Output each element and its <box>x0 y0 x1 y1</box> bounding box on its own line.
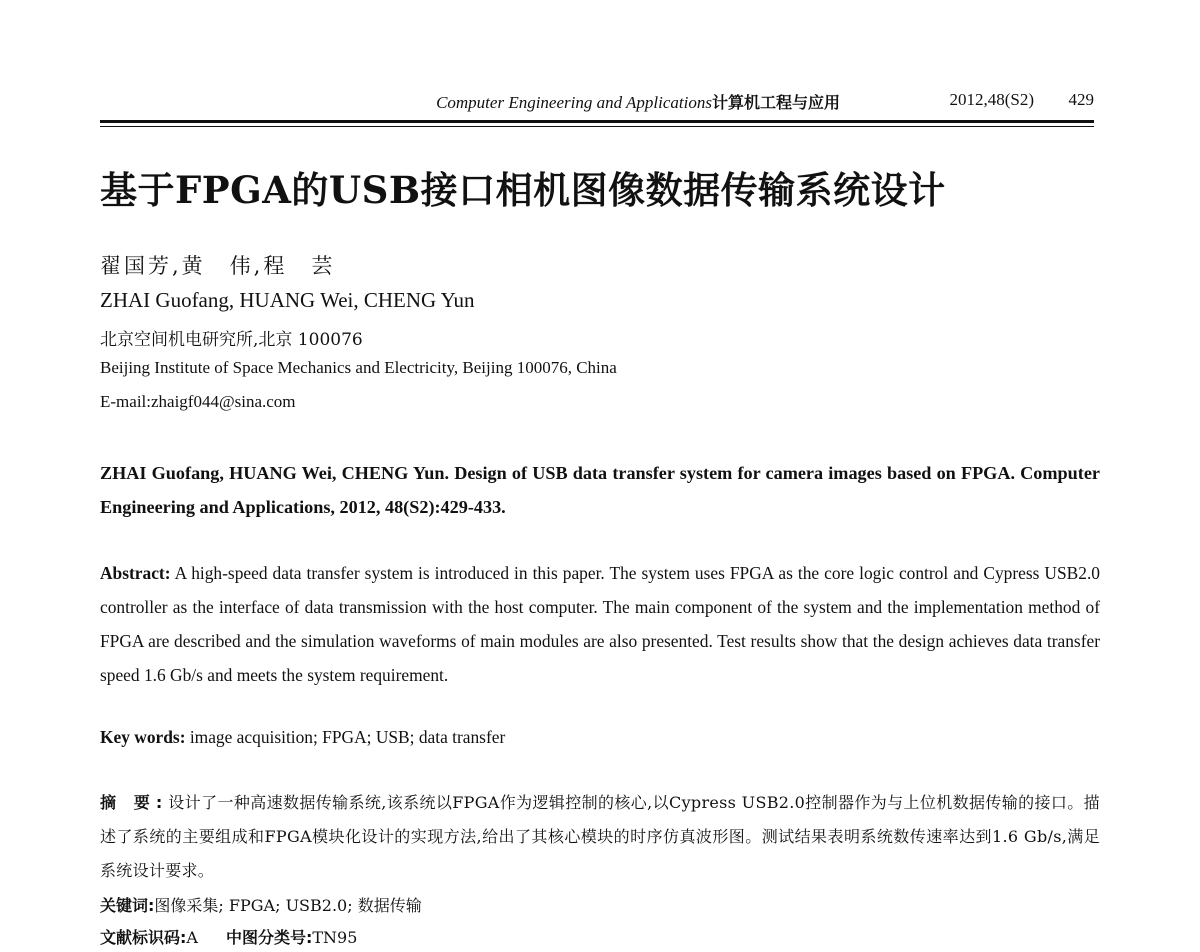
doc-code-label: 文献标识码: <box>100 928 187 947</box>
authors-en: ZHAI Guofang, HUANG Wei, CHENG Yun <box>100 288 475 312</box>
paper-title: 基于FPGA的USB接口相机图像数据传输系统设计 <box>100 168 946 212</box>
authors-cn: 翟国芳,黄 伟,程 芸 <box>100 254 336 278</box>
class-number-value: TN95 <box>312 928 358 947</box>
journal-name-cn: 计算机工程与应用 <box>711 93 840 112</box>
affiliation-en: Beijing Institute of Space Mechanics and Electricity, Beijing 100076, China <box>100 358 617 377</box>
abstract-cn-label: 摘 要: <box>100 793 169 812</box>
keywords-cn-text: 图像采集; FPGA; USB2.0; 数据传输 <box>154 896 422 915</box>
journal-name-en: Computer Engineering and Applications <box>436 93 712 112</box>
abstract-label: Abstract: <box>100 563 171 583</box>
affiliation-cn: 北京空间机电研究所,北京 100076 <box>100 330 363 350</box>
abstract-text: A high-speed data transfer system is introduced in this paper. The system uses FPGA as the core logic control and Cypress USB2.0 controller as the interface of data transmission with the host computer. The main component of the system and the implementation method of FPGA are described and the simulation waveforms of main modules are also presented. Test results show that the design achieves data transfer speed 1.6 Gb/s and meets the system requirement. <box>100 563 1100 685</box>
classification <box>100 925 357 948</box>
abstract-cn <box>100 786 1100 888</box>
page-number: 429 <box>1068 90 1094 109</box>
header-rule-thin <box>100 126 1094 127</box>
abstract-en <box>100 556 1100 692</box>
abstract-cn-text: 设计了一种高速数据传输系统,该系统以FPGA作为逻辑控制的核心,以Cypress USB2.0控制器作为与上位机数据传输的接口。描述了系统的主要组成和FPGA模块化设计的实现方法,给出了其核心模块的时序仿真波形图。测试结果表明系统数传速率达到1.6 Gb/s,满足系统设计要求。 <box>100 793 1100 880</box>
keywords-cn <box>100 893 422 916</box>
issue-info: 2012,48(S2) <box>949 90 1034 109</box>
class-number-label: 中图分类号: <box>225 928 313 947</box>
running-header <box>100 86 1094 120</box>
author-email: E-mail:zhaigf044@sina.com <box>100 392 296 411</box>
keywords-en <box>100 727 505 748</box>
doc-code-value: A <box>186 928 198 947</box>
keywords-text: image acquisition; FPGA; USB; data transfer <box>185 727 506 747</box>
keywords-cn-label: 关键词: <box>100 896 155 915</box>
citation: ZHAI Guofang, HUANG Wei, CHENG Yun. Design of USB data transfer system for camera images based on FPGA. Computer Engineering and Applications, 2012, 48(S2):429-433. <box>100 463 1100 517</box>
keywords-label: Key words: <box>100 727 186 747</box>
journal-name <box>436 90 840 113</box>
header-rule-thick <box>100 120 1094 123</box>
